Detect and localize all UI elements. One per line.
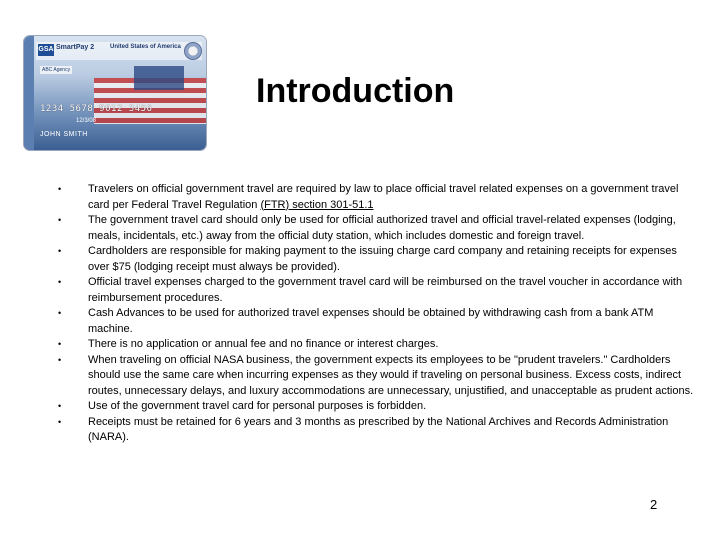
bullet-icon: • — [58, 354, 62, 365]
bullet-item — [54, 244, 694, 275]
card-country: United States of America — [110, 44, 181, 50]
card-side-stripe — [24, 36, 34, 150]
bullet-icon: • — [58, 246, 62, 256]
flag-union-graphic — [134, 66, 184, 90]
bullet-text: The government travel card should only be used for official authorized travel and official travel-related expenses (lodging, meals, incidentals, etc.) away from the official duty station, which includes domestic and foreign travel. — [88, 214, 676, 242]
gsa-logo: GSA — [38, 44, 54, 56]
bullet-text: Travelers on official government travel are required by law to place official travel related expenses on a government travel card per Federal Travel Regulation — [88, 183, 679, 211]
bullet-icon: • — [58, 308, 62, 318]
bullet-text: When traveling on official NASA business, the government expects its employees to be "prudent travelers." Cardholders should use the same care when incurring expenses as they would if traveling on personal business. Excess costs, indirect routes, unnecessary delays, and luxury accommodations are unnecessary, unjustified, and unacceptable as prudent actions. — [88, 353, 694, 397]
card-brand: SmartPay 2 — [56, 44, 95, 51]
bullet-icon: • — [58, 416, 62, 427]
bullet-item — [54, 306, 694, 337]
bullet-item — [54, 275, 694, 306]
ftr-reference-link[interactable]: (FTR) section 301-51.1 — [260, 198, 374, 211]
bullet-icon: • — [58, 215, 62, 225]
card-agency: ABC Agency — [42, 67, 71, 73]
bullet-list — [54, 182, 694, 446]
bullet-icon: • — [58, 401, 62, 411]
card-number: 1234 5678 9012 3456 — [40, 104, 153, 114]
bullet-text: Official travel expenses charged to the government travel card will be reimbursed on the travel voucher in accordance with reimbursement procedures. — [88, 276, 683, 304]
bullet-text: Use of the government travel card for personal purposes is forbidden. — [88, 400, 427, 412]
bullet-icon: • — [58, 277, 62, 287]
bullet-item — [54, 182, 694, 213]
bullet-item — [54, 415, 694, 446]
bullet-item — [54, 399, 694, 415]
card-expiry: 12/3/08 — [76, 118, 97, 124]
seal-icon — [184, 42, 202, 60]
bullet-item — [54, 337, 694, 353]
bullet-text: There is no application or annual fee and no finance or interest charges. — [88, 338, 439, 350]
bullet-text: Receipts must be retained for 6 years and 3 months as prescribed by the National Archives and Records Administration (NARA). — [88, 415, 669, 443]
card-holder-name: JOHN SMITH — [40, 131, 88, 138]
bullet-text: Cash Advances to be used for authorized travel expenses should be obtained by withdrawing cash from a bank ATM machine. — [88, 307, 654, 335]
slide-title: Introduction — [256, 72, 455, 110]
bullet-item — [54, 213, 694, 244]
page-number: 2 — [650, 497, 658, 512]
bullet-item — [54, 353, 694, 400]
bullet-icon: • — [58, 184, 62, 194]
travel-card-image — [24, 36, 206, 150]
bullet-icon: • — [58, 339, 62, 349]
bullet-text: Cardholders are responsible for making payment to the issuing charge card company and retaining receipts for expenses over $75 (lodging receipt must always be provided). — [88, 245, 677, 273]
